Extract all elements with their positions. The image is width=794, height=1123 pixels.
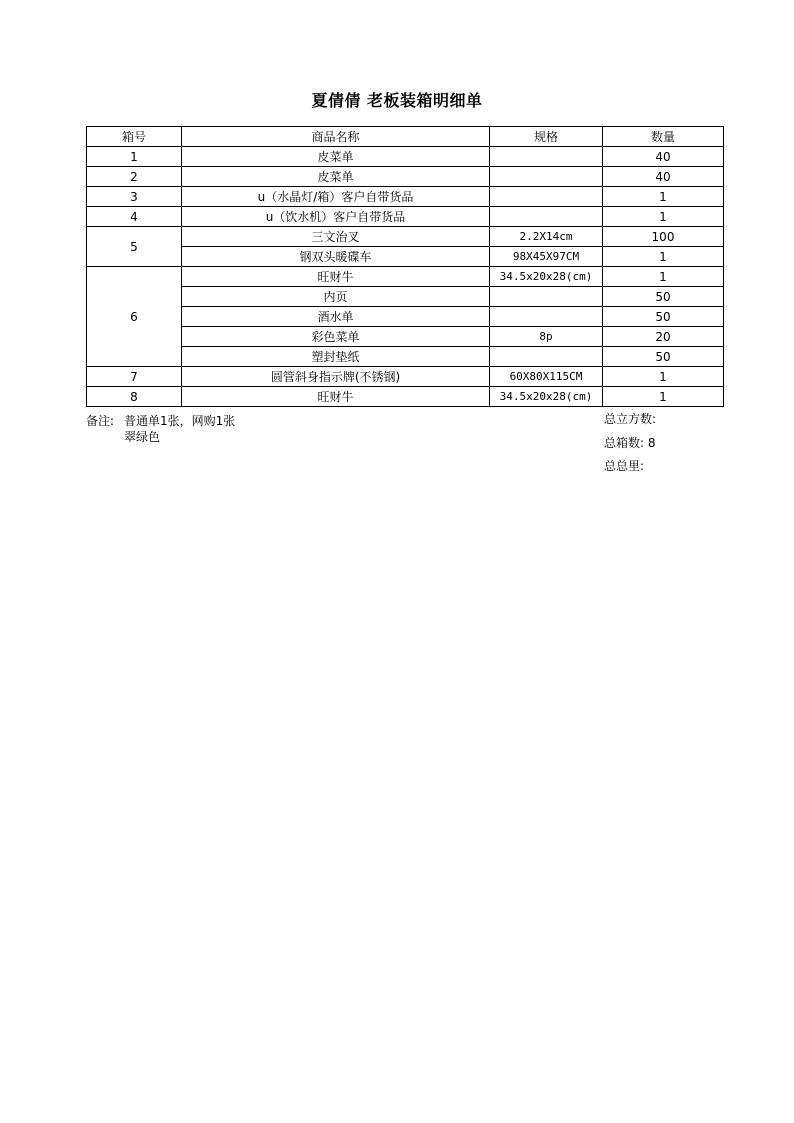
quantity-cell: 1 bbox=[603, 187, 724, 207]
quantity-cell: 50 bbox=[603, 307, 724, 327]
packing-list-table bbox=[86, 126, 724, 407]
spec-cell: 2.2X14cm bbox=[490, 227, 603, 247]
spec-cell: 60X80X115CM bbox=[490, 367, 603, 387]
header-product-name: 商品名称 bbox=[182, 127, 490, 147]
quantity-cell: 40 bbox=[603, 167, 724, 187]
spec-cell bbox=[490, 187, 603, 207]
spec-cell: 34.5x20x28(cm) bbox=[490, 267, 603, 287]
table-row bbox=[87, 207, 724, 227]
spec-cell: 98X45X97CM bbox=[490, 247, 603, 267]
table-row bbox=[87, 167, 724, 187]
page-title: 夏倩倩 老板装箱明细单 bbox=[311, 91, 483, 110]
table-row bbox=[87, 307, 724, 327]
spec-cell bbox=[490, 347, 603, 367]
table-row bbox=[87, 387, 724, 407]
header-spec: 规格 bbox=[490, 127, 603, 147]
product-name-cell: 旺财牛 bbox=[182, 387, 490, 407]
table-row bbox=[87, 147, 724, 167]
product-name-cell: 圆管斜身指示牌(不锈钢) bbox=[182, 367, 490, 387]
table-row bbox=[87, 347, 724, 367]
box-no-cell: 5 bbox=[87, 227, 182, 267]
product-name-cell: 酒水单 bbox=[182, 307, 490, 327]
quantity-cell: 40 bbox=[603, 147, 724, 167]
total-volume-label: 总立方数: bbox=[604, 412, 657, 426]
box-no-cell: 6 bbox=[87, 267, 182, 367]
product-name-cell: u（水晶灯/箱）客户自带货品 bbox=[182, 187, 490, 207]
spec-cell bbox=[490, 207, 603, 227]
spec-cell bbox=[490, 167, 603, 187]
product-name-cell: 旺财牛 bbox=[182, 267, 490, 287]
product-name-cell: 内页 bbox=[182, 287, 490, 307]
spec-cell: 34.5x20x28(cm) bbox=[490, 387, 603, 407]
box-no-cell: 7 bbox=[87, 367, 182, 387]
table-row bbox=[87, 187, 724, 207]
table-row bbox=[87, 227, 724, 247]
quantity-cell: 1 bbox=[603, 367, 724, 387]
product-name-cell: 三文治叉 bbox=[182, 227, 490, 247]
table-row bbox=[87, 267, 724, 287]
table-row bbox=[87, 327, 724, 347]
quantity-cell: 1 bbox=[603, 387, 724, 407]
table-row bbox=[87, 367, 724, 387]
header-box-no: 箱号 bbox=[87, 127, 182, 147]
spec-cell bbox=[490, 307, 603, 327]
quantity-cell: 1 bbox=[603, 207, 724, 227]
box-no-cell: 8 bbox=[87, 387, 182, 407]
remark-line-2: 翠绿色 bbox=[124, 430, 161, 444]
quantity-cell: 100 bbox=[603, 227, 724, 247]
table-row bbox=[87, 247, 724, 267]
spec-cell: 8p bbox=[490, 327, 603, 347]
quantity-cell: 20 bbox=[603, 327, 724, 347]
product-name-cell: 皮菜单 bbox=[182, 147, 490, 167]
header-quantity: 数量 bbox=[603, 127, 724, 147]
product-name-cell: u（饮水机）客户自带货品 bbox=[182, 207, 490, 227]
box-no-cell: 4 bbox=[87, 207, 182, 227]
product-name-cell: 皮菜单 bbox=[182, 167, 490, 187]
quantity-cell: 1 bbox=[603, 267, 724, 287]
product-name-cell: 塑封垫纸 bbox=[182, 347, 490, 367]
box-no-cell: 1 bbox=[87, 147, 182, 167]
spec-cell bbox=[490, 287, 603, 307]
quantity-cell: 50 bbox=[603, 287, 724, 307]
remark-label: 备注: bbox=[86, 414, 115, 428]
total-boxes-label: 总箱数: 8 bbox=[604, 436, 656, 450]
box-no-cell: 3 bbox=[87, 187, 182, 207]
remark-line-1: 普通单1张，网购1张 bbox=[124, 414, 236, 428]
spec-cell bbox=[490, 147, 603, 167]
quantity-cell: 1 bbox=[603, 247, 724, 267]
total-weight-label: 总总里: bbox=[604, 459, 645, 473]
table-row bbox=[87, 287, 724, 307]
box-no-cell: 2 bbox=[87, 167, 182, 187]
product-name-cell: 钢双头暖碟车 bbox=[182, 247, 490, 267]
table-header-row bbox=[87, 127, 724, 147]
quantity-cell: 50 bbox=[603, 347, 724, 367]
product-name-cell: 彩色菜单 bbox=[182, 327, 490, 347]
